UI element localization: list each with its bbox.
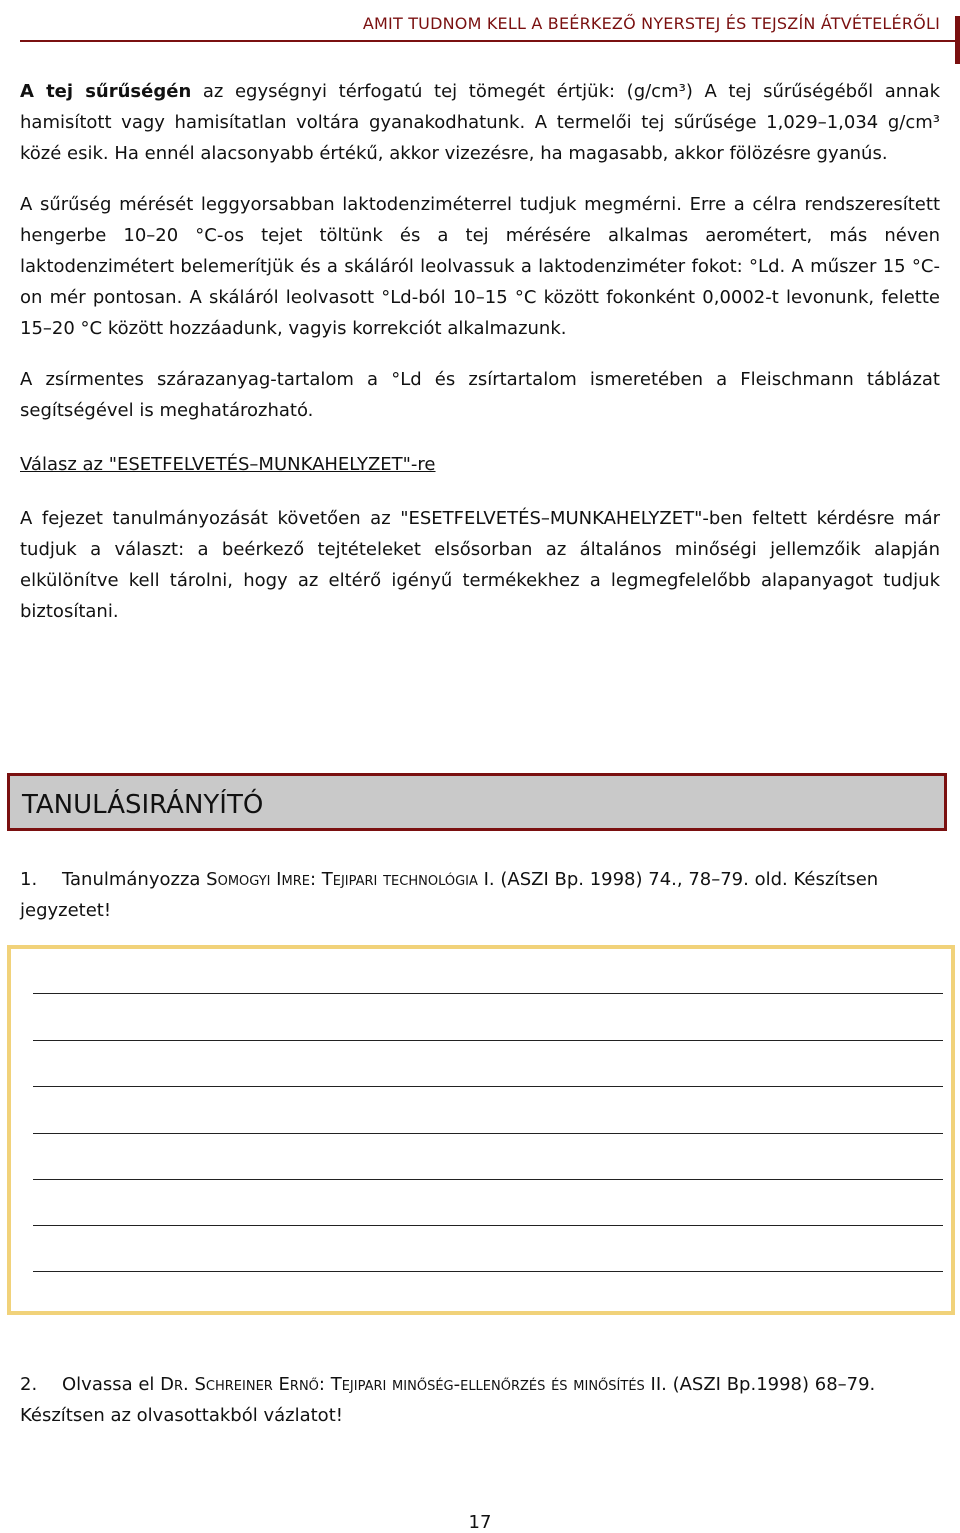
page-number: 17 <box>468 1512 492 1533</box>
answer-subheading: Válasz az "ESETFELVETÉS–MUNKAHELYZET"-re <box>20 454 436 475</box>
note-line[interactable] <box>33 993 943 994</box>
note-line[interactable] <box>33 1040 943 1041</box>
note-line[interactable] <box>33 1086 943 1087</box>
task-1-number: 1. <box>20 869 38 890</box>
note-line[interactable] <box>33 1271 943 1272</box>
header-corner-mark <box>955 16 960 64</box>
fleischmann-paragraph: A zsírmentes szárazanyag-tartalom a °Ld és zsírtartalom ismeretében a Fleischmann táblázat segítségével is meghatározható. <box>20 369 940 421</box>
answer-paragraph: A fejezet tanulmányozását követően az "ESETFELVETÉS–MUNKAHELYZET"-ben feltett kérdésre már tudjuk a választ: a beérkező tejtételeket elsősorban az általános minőségi jellemzőik alapján elkülönítve kell tárolni, hogy az eltérő igényű termékekhez a legmegfelelőbb alapanyagot tudjuk biztosítani. <box>20 508 940 622</box>
body-text <box>20 76 940 627</box>
header-rule <box>20 40 960 42</box>
notes-area[interactable] <box>7 945 955 1315</box>
study-guide-title: TANULÁSIRÁNYÍTÓ <box>22 790 264 820</box>
measurement-paragraph: A sűrűség mérését leggyorsabban laktodenziméterrel tudjuk megmérni. Erre a célra rendszeresített hengerbe 10–20 °C-os tejet töltünk és a tej mérésére alkalmas aerométert, más néven laktodenzimétert belemerítjük és a skáláról leolvassuk a laktodenziméter fokot: °Ld. A műszer 15 °C-on mér pontosan. A skáláról leolvasott °Ld-ból 10–15 °C között fokonként 0,0002-t levonunk, felette 15–20 °C között hozzáadunk, vagyis korrekciót alkalmazunk. <box>20 194 940 339</box>
note-line[interactable] <box>33 1179 943 1180</box>
study-guide-banner <box>7 773 947 831</box>
task-1 <box>20 864 940 926</box>
note-line[interactable] <box>33 1225 943 1226</box>
density-paragraph <box>20 76 940 169</box>
task-1-prefix: Tanulmányozza <box>62 869 207 890</box>
running-header: AMIT TUDNOM KELL A BEÉRKEZŐ NYERSTEJ ÉS TEJSZÍN ÁTVÉTELÉRŐLI <box>362 14 940 33</box>
density-definition: az egységnyi térfogatú tej tömegét értjük: (g/cm³) A tej sűrűségéből annak hamisított vagy hamisítatlan voltára gyanakodhatunk. A termelői tej sűrűsége 1,029–1,034 g/cm³ közé esik. Ha ennél alacsonyabb értékű, akkor vizezésre, ha magasabb, akkor fölözésre gyanús. <box>20 81 940 164</box>
task-2-suffix: (ASZI Bp.1998) 68–79. Készítsen az olvasottakból vázlatot! <box>20 1374 876 1426</box>
density-term: A tej sűrűségén <box>20 81 192 102</box>
task-2-number: 2. <box>20 1374 38 1395</box>
task-2-prefix: Olvassa el <box>62 1374 161 1395</box>
task-1-suffix: (ASZI Bp. 1998) 74., 78–79. old. Készítsen jegyzetet! <box>20 869 879 921</box>
task-1-reference: Somogyi Imre: Tejipari technológia I. <box>206 869 495 890</box>
note-line[interactable] <box>33 1133 943 1134</box>
task-2-reference: Dr. Schreiner Ernő: Tejipari minőség-ellenőrzés és minősítés II. <box>160 1374 667 1395</box>
task-2 <box>20 1369 940 1431</box>
